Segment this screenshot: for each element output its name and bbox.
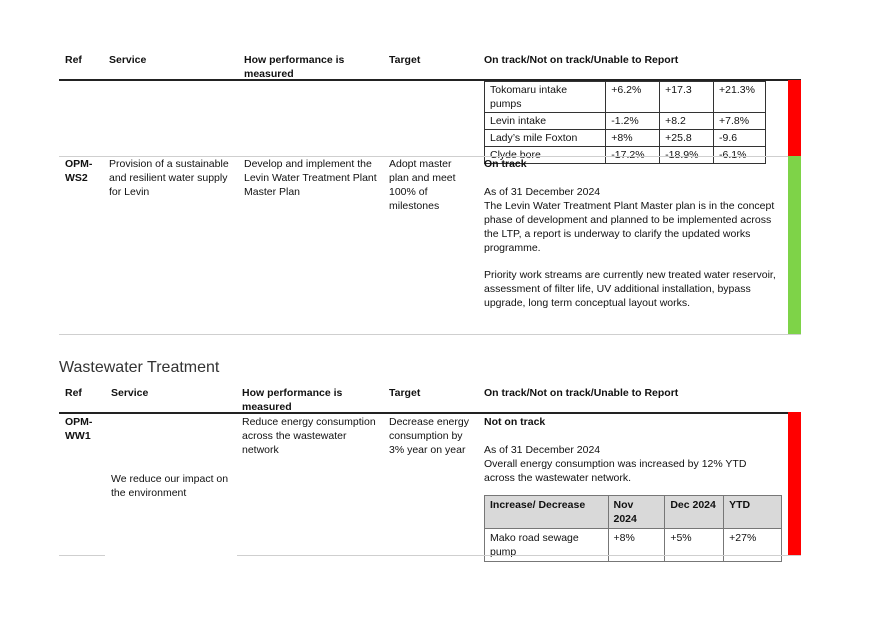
table-bottom-rule: [59, 555, 105, 556]
service-header: Service: [109, 54, 147, 66]
table-cell: +17.3: [660, 82, 714, 113]
table-cell: Tokomaru intake pumps: [485, 82, 606, 113]
status-header: On track/Not on track/Unable to Report: [484, 54, 679, 66]
status-text: On track: [484, 158, 527, 170]
table-bottom-rule: [59, 334, 801, 335]
table-cell: +8%: [608, 529, 665, 562]
row-service: We reduce our impact on the environment: [111, 473, 229, 499]
table-header-cell: YTD: [724, 496, 782, 529]
table-cell: +25.8: [660, 130, 714, 147]
measure-header: How performance is measured: [244, 54, 345, 80]
status-paragraph: Overall energy consumption was increased by 12% YTD across the wastewater network.: [484, 458, 747, 484]
ref-header: Ref: [65, 54, 82, 66]
row-ref: OPM-WS2: [65, 158, 93, 184]
target-header: Target: [389, 387, 421, 399]
table-cell: Lady’s mile Foxton: [485, 130, 606, 147]
row-service: Provision of a sustainable and resilient water supply for Levin: [109, 158, 229, 198]
table-cell: +8%: [606, 130, 660, 147]
table-cell: +8.2: [660, 113, 714, 130]
table-header-cell: Increase/ Decrease: [485, 496, 609, 529]
table-cell: -9.6: [714, 130, 766, 147]
ref-header: Ref: [65, 387, 82, 399]
measure-header: How performance is measured: [242, 387, 343, 413]
energy-inner-table: [484, 495, 782, 562]
status-paragraph: Priority work streams are currently new treated water reservoir, assessment of filter life, UV additional installation, bypass upgrade, long term conceptual layout works.: [484, 269, 776, 309]
table-header-cell: Nov 2024: [608, 496, 665, 529]
table-cell: -17.2%: [606, 147, 660, 164]
table-cell: -1.2%: [606, 113, 660, 130]
table-cell: +27%: [724, 529, 782, 562]
table-cell: -6.1%: [714, 147, 766, 164]
row-target: Decrease energy consumption by 3% year on year: [389, 416, 469, 456]
table-cell: Clyde bore: [485, 147, 606, 164]
row-measure: Develop and implement the Levin Water Treatment Plant Master Plan: [244, 158, 377, 198]
row-ref: OPM-WW1: [65, 416, 93, 442]
table-row: [485, 529, 782, 562]
as-of-date: As of 31 December 2024: [484, 186, 601, 198]
status-green-bar: [788, 156, 801, 334]
status-red-bar: [788, 412, 801, 555]
table-cell: -18.9%: [660, 147, 714, 164]
status-paragraph: The Levin Water Treatment Plant Master plan is in the concept phase of development and planned to be implemented across the LTP, a report is underway to clarify the updated works programme.: [484, 200, 775, 254]
service-header: Service: [111, 387, 149, 399]
table-cell: +6.2%: [606, 82, 660, 113]
row-measure: Reduce energy consumption across the wastewater network: [242, 416, 376, 456]
table-header-cell: Dec 2024: [665, 496, 724, 529]
table-cell: +5%: [665, 529, 724, 562]
as-of-date: As of 31 December 2024: [484, 444, 601, 456]
table-cell: +21.3%: [714, 82, 766, 113]
status-header: On track/Not on track/Unable to Report: [484, 387, 679, 399]
table-row: [485, 82, 766, 113]
energy-inner-table: [484, 81, 766, 164]
table-header-row: [485, 496, 782, 529]
table-row: [485, 113, 766, 130]
section-title: Wastewater Treatment: [59, 359, 220, 376]
table-cell: +7.8%: [714, 113, 766, 130]
target-header: Target: [389, 54, 421, 66]
status-text: Not on track: [484, 416, 546, 428]
table-bottom-rule: [237, 555, 801, 556]
status-red-bar: [788, 80, 801, 156]
header-rule: [59, 412, 801, 414]
table-cell: Levin intake: [485, 113, 606, 130]
table-row: [485, 130, 766, 147]
row-target: Adopt master plan and meet 100% of milestones: [389, 158, 456, 212]
table-cell: Mako road sewage pump: [485, 529, 609, 562]
